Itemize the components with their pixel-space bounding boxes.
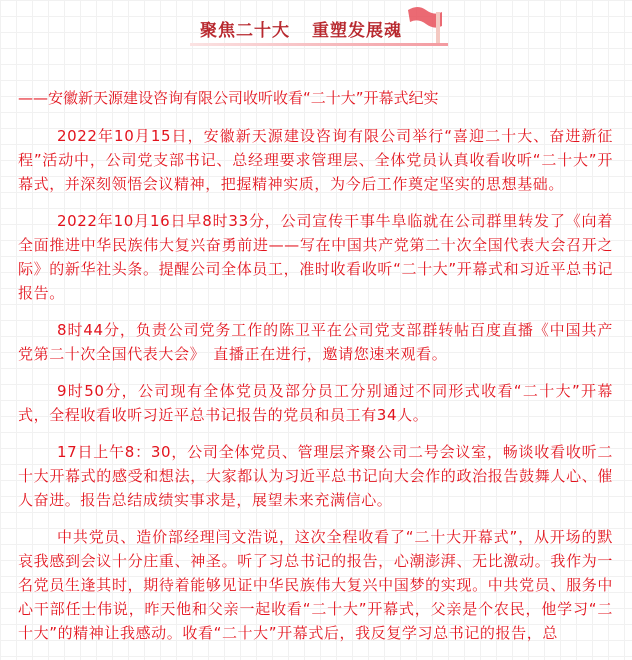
title-underline — [190, 43, 448, 46]
paragraph: 2022年10月15日，安徽新天源建设咨询有限公司举行“喜迎二十大、奋进新征程”活动中，公司党支部书记、总经理要求管理层、全体党员认真收看收听“二十大”开幕式，并深刻领悟会议精神，把握精神实质，为今后工作奠定坚实的思想基础。 — [18, 127, 613, 193]
paragraph: 17日上午8：30，公司全体党员、管理层齐聚公司二号会议室，畅谈收看收听二十大开幕式的感受和想法，大家都认为习近平总书记向大会作的政治报告鼓舞人心、催人奋进。报告总结成绩实事求是，展望未来充满信心。 — [18, 443, 613, 509]
article-body — [18, 86, 613, 658]
paragraph: 9时50分，公司现有全体党员及部分员工分别通过不同形式收看“二十大”开幕式，全程收看收听习近平总书记报告的党员和员工有34人。 — [18, 382, 613, 424]
page-title — [200, 16, 402, 41]
paragraph: 2022年10月16日早8时33分，公司宣传干事牛阜临就在公司群里转发了《向着全面推进中华民族伟大复兴奋勇前进——写在中国共产党第二十次全国代表大会召开之际》的新华社头条。提醒公司全体员工，准时收看收听“二十大”开幕式和习近平总书记报告。 — [18, 212, 613, 302]
title-part-2: 重塑发展魂 — [312, 21, 402, 41]
article-subtitle: ——安徽新天源建设咨询有限公司收听收看“二十大”开幕式纪实 — [18, 89, 439, 107]
red-flag-icon — [404, 4, 444, 44]
article-header — [0, 0, 632, 60]
title-part-1: 聚焦二十大 — [200, 21, 290, 41]
paragraph: 8时44分，负责公司党务工作的陈卫平在公司党支部群转帖百度直播《中国共产党第二十次全国代表大会》 直播正在进行，邀请您速来观看。 — [18, 321, 613, 363]
paragraph: 中共党员、造价部经理闫文浩说，这次全程收看了“二十大开幕式”，从开场的默哀我感到会议十分庄重、神圣。听了习总书记的报告，心潮澎湃、无比激动。我作为一名党员生逢其时，期待着能够见证中华民族伟大复兴中国梦的实现。中共党员、服务中心干部任士伟说，昨天他和父亲一起收看“二十大”开幕式，父亲是个农民，他学习“二十大”的精神让我感动。收看“二十大”开幕式后，我反复学习总书记的报告，总 — [18, 528, 613, 642]
